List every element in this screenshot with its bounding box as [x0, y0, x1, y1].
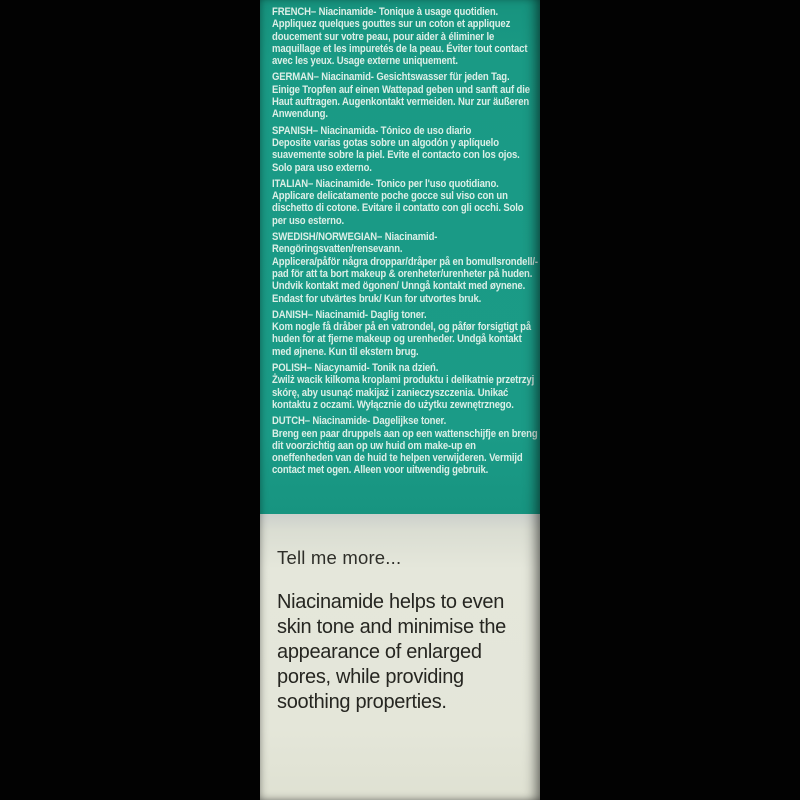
- product-box-back-panel: [260, 0, 540, 800]
- language-directions-text: Deposite varias gotas sobre un algodón y aplíquelo suavemente sobre la piel. Evite el contacto con los ojos. Solo para uso externo.: [272, 136, 520, 174]
- language-heading: DANISH– Niacinamid- Daglig toner.: [272, 308, 427, 321]
- language-direction-block: [272, 231, 538, 305]
- language-direction-block: [272, 178, 538, 227]
- language-heading: FRENCH– Niacinamide- Tonique à usage quotidien.: [272, 6, 499, 18]
- language-heading: GERMAN– Niacinamid- Gesichtswasser für jeden Tag.: [272, 71, 510, 84]
- tell-me-more-panel: [260, 514, 540, 800]
- language-heading: POLISH– Niacynamid- Tonik na dzień.: [272, 362, 439, 375]
- language-direction-block: [272, 362, 538, 411]
- language-directions-text: Applicare delicatamente poche gocce sul viso con un dischetto di cotone. Evitare il contatto con gli occhi. Solo per uso esterno.: [272, 190, 524, 227]
- language-heading: SWEDISH/NORWEGIAN– Niacinamid- Rengöringsvatten/rensevann.: [272, 231, 438, 256]
- multilingual-directions-panel: [260, 0, 540, 514]
- language-directions-text: Applicera/påför några droppar/dråper på en bomullsrondell/-pad för att ta bort makeup & orenheter/urenheter på huden. Undvik kontakt med ögonen/ Unngå kontakt med øynene. Endast for utvärtes bruk/ Kun for utvortes bruk.: [272, 255, 538, 305]
- product-claim-text: Niacinamide helps to even skin tone and minimise the appearance of enlarged pores, while providing soothing properties.: [277, 591, 506, 713]
- language-blocks-list: [272, 6, 538, 477]
- language-direction-block: [272, 415, 538, 476]
- language-heading: SPANISH– Niacinamida- Tónico de uso diario: [272, 124, 472, 137]
- language-directions-text: Appliquez quelques gouttes sur un coton et appliquez doucement sur votre peau, pour aider à éliminer le maquillage et les impuretés de la peau. Éviter tout contact avec les yeux. Usage externe uniquement.: [272, 18, 528, 68]
- tell-me-more-heading: Tell me more...: [277, 547, 402, 568]
- language-direction-block: [272, 125, 538, 174]
- language-direction-block: [272, 309, 538, 358]
- language-directions-text: Breng een paar druppels aan op een wattenschijfje en breng dit voorzichtig aan op uw huid om make-up en oneffenheden van de huid te helpen verwijderen. Vermijd contact met ogen. Alleen voor uitwendig gebruik.: [272, 427, 538, 477]
- language-directions-text: Einige Tropfen auf einen Wattepad geben und sanft auf die Haut auftragen. Augenkontakt vermeiden. Nur zur äußeren Anwendung.: [272, 83, 530, 121]
- language-directions-text: Żwilż wacik kilkoma kroplami produktu i delikatnie przetrzyj skórę, aby usunąć makijaż i zanieczyszczenia. Unikać kontaktu z oczami. Wyłącznie do użytku zewnętrznego.: [272, 374, 535, 411]
- language-heading: DUTCH– Niacinamide- Dagelijkse toner.: [272, 415, 447, 428]
- language-heading: ITALIAN– Niacinamide- Tonico per l'uso quotidiano.: [272, 177, 499, 190]
- language-direction-block: [272, 71, 538, 120]
- language-direction-block: [272, 6, 538, 67]
- language-directions-text: Kom nogle få dråber på en vatrondel, og påfør forsigtigt på huden for at fjerne makeup og urenheder. Undgå kontakt med øjnene. Kun til ekstern brug.: [272, 321, 532, 358]
